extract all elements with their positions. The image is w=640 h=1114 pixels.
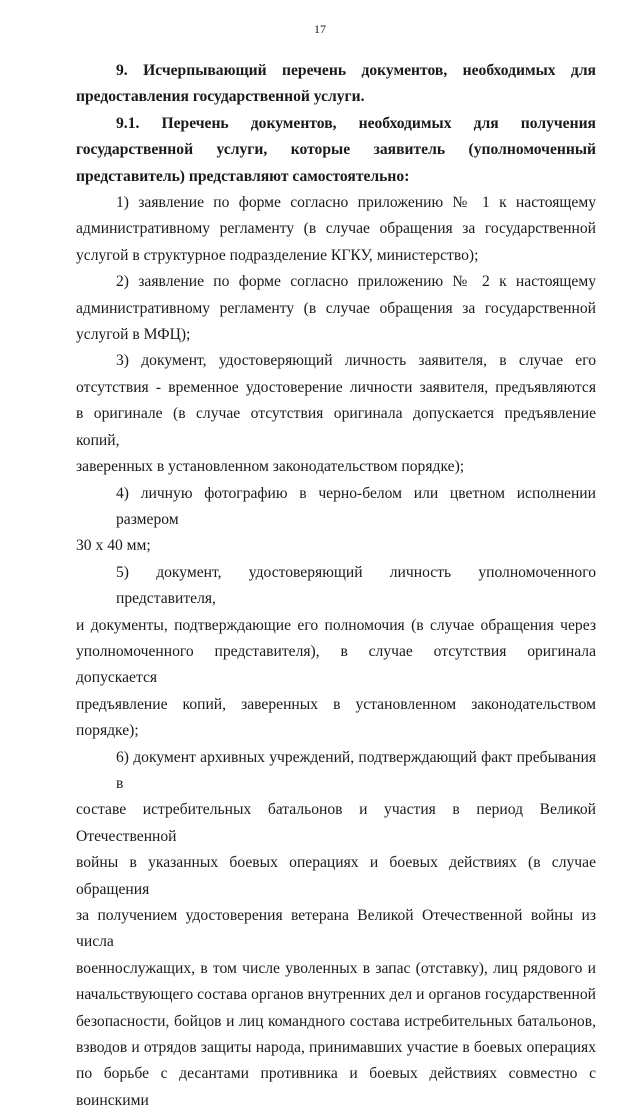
text-line: предоставления государственной услуги.: [76, 88, 365, 106]
section-heading-9-1: [76, 111, 596, 190]
text-line: административному регламенту (в случае обращения за государственной: [76, 299, 596, 317]
list-item-4: [76, 481, 596, 560]
text-line: услугой в структурное подразделение КГКУ, министерство);: [76, 246, 479, 264]
text-line: услугой в МФЦ);: [76, 326, 191, 344]
text-line: предъявление копий, заверенных в установленном законодательством порядке);: [76, 695, 596, 740]
text-line: по борьбе с десантами противника и боевых действиях совместно с воинскими: [76, 1065, 596, 1109]
text-line: отсутствия - временное удостоверение личности заявителя, предъявляются: [76, 378, 596, 396]
text-line: 5) документ, удостоверяющий личность уполномоченного представителя,: [116, 563, 596, 608]
text-line: 6) документ архивных учреждений, подтверждающий факт пребывания в: [116, 748, 596, 792]
text-line: взводов и отрядов защиты народа, принимавших участие в боевых операциях: [76, 1039, 596, 1057]
text-line: 1) заявление по форме согласно приложению № 1 к настоящему: [116, 194, 596, 212]
text-line: военнослужащих, в том числе уволенных в запас (отставку), лиц рядового и: [76, 959, 596, 977]
text-line: и документы, подтверждающие его полномочия (в случае обращения через: [76, 616, 596, 634]
page-number: 17: [314, 22, 326, 36]
text-line: государственной услуги, которые заявитель (уполномоченный: [76, 141, 596, 159]
text-line: безопасности, бойцов и лиц командного состава истребительных батальонов,: [76, 1012, 596, 1030]
text-line: представитель) представляют самостоятельно:: [76, 167, 410, 185]
text-line: административному регламенту (в случае обращения за государственной: [76, 220, 596, 238]
list-item-6: [76, 745, 596, 1114]
list-item-2: [76, 269, 596, 348]
list-item-3: [76, 348, 596, 480]
text-line: заверенных в установленном законодательством порядке);: [76, 458, 465, 476]
text-line: 9.1. Перечень документов, необходимых для получения: [116, 114, 596, 132]
section-heading-9: [76, 58, 596, 111]
list-item-1: [76, 190, 596, 269]
list-item-5: [76, 560, 596, 745]
text-line: 4) личную фотографию в черно-белом или цветном исполнении размером: [116, 484, 596, 528]
text-line: за получением удостоверения ветерана Великой Отечественной войны из числа: [76, 907, 596, 951]
text-line: 9. Исчерпывающий перечень документов, необходимых для: [116, 62, 596, 79]
text-line: 3) документ, удостоверяющий личность заявителя, в случае его: [116, 352, 596, 370]
text-line: 30 х 40 мм;: [76, 537, 151, 555]
text-line: начальствующего состава органов внутренних дел и органов государственной: [76, 986, 596, 1004]
text-line: составе истребительных батальонов и участия в период Великой Отечественной: [76, 801, 596, 845]
document-body: [76, 58, 596, 1114]
text-line: в оригинале (в случае отсутствия оригинала допускается предъявление копий,: [76, 405, 596, 449]
text-line: войны в указанных боевых операциях и боевых действиях (в случае обращения: [76, 854, 596, 898]
text-line: 2) заявление по форме согласно приложению № 2 к настоящему: [116, 273, 596, 291]
text-line: уполномоченного представителя), в случае отсутствия оригинала допускается: [76, 642, 596, 687]
